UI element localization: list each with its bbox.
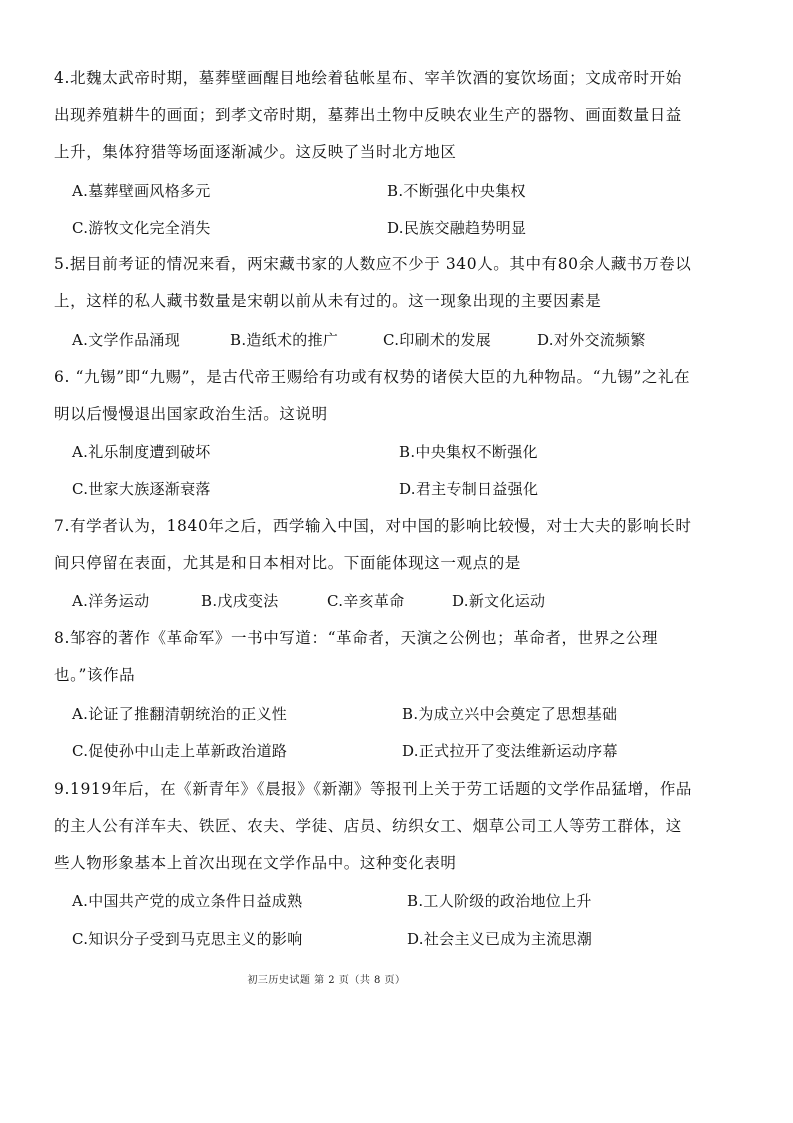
question-5-option-c: C.印刷术的发展 [383, 331, 492, 349]
question-8-option-c: C.促使孙中山走上革新政治道路 [72, 742, 288, 760]
question-6-stem: 6. “九锡”即“九赐”，是古代帝王赐给有功或有权势的诸侯大臣的九种物品。“九锡”之礼在明以后慢慢退出国家政治生活。这说明 [54, 368, 691, 423]
question-6-option-c: C.世家大族逐渐衰落 [72, 480, 211, 498]
question-7-option-c: C.辛亥革命 [327, 592, 405, 610]
question-5-stem: 5.据目前考证的情况来看，两宋藏书家的人数应不少于 340人。其中有80余人藏书万卷以上，这样的私人藏书数量是宋朝以前从未有过的。这一现象出现的主要因素是 [54, 255, 692, 310]
question-9-option-b: B.工人阶级的政治地位上升 [407, 892, 592, 910]
question-4-option-b: B.不断强化中央集权 [387, 182, 526, 200]
question-8-option-a: A.论证了推翻清朝统治的正义性 [72, 705, 288, 723]
question-4-stem: 4.北魏太武帝时期，墓葬壁画醒目地绘着毡帐星布、宰羊饮酒的宴饮场面；文成帝时开始出现养殖耕牛的画面；到孝文帝时期，墓葬出土物中反映农业生产的器物、画面数量日益上升，集体狩猎等场面逐渐减少。这反映了当时北方地区 [54, 69, 682, 161]
question-7-option-d: D.新文化运动 [452, 592, 546, 610]
question-5-option-b: B.造纸术的推广 [230, 331, 339, 349]
question-6-option-d: D.君主专制日益强化 [399, 480, 539, 498]
question-7-stem: 7.有学者认为，1840年之后，西学输入中国，对中国的影响比较慢，对士大夫的影响长时间只停留在表面，尤其是和日本相对比。下面能体现这一观点的是 [54, 517, 692, 572]
question-4-option-c: C.游牧文化完全消失 [72, 219, 211, 237]
question-6-option-a: A.礼乐制度遭到破坏 [72, 443, 211, 461]
question-5-option-a: A.文学作品涌现 [72, 331, 181, 349]
question-8-option-d: D.正式拉开了变法维新运动序幕 [402, 742, 618, 760]
question-7-option-a: A.洋务运动 [72, 592, 150, 610]
question-5-option-d: D.对外交流频繁 [537, 331, 646, 349]
question-8-option-b: B.为成立兴中会奠定了思想基础 [402, 705, 618, 723]
question-9-option-c: C.知识分子受到马克思主义的影响 [72, 930, 303, 948]
question-9-stem: 9.1919年后，在《新青年》《晨报》《新潮》等报刊上关于劳工话题的文学作品猛增，作品的主人公有洋车夫、铁匠、农夫、学徒、店员、纺织女工、烟草公司工人等劳工群体，这些人物形象基本上首次出现在文学作品中。这种变化表明 [54, 780, 693, 872]
question-9-option-d: D.社会主义已成为主流思潮 [407, 930, 593, 948]
page-footer: 初三历史试题 第 2 页（共 8 页） [247, 975, 406, 986]
question-6-option-b: B.中央集权不断强化 [399, 443, 538, 461]
question-8-stem: 8.邹容的著作《革命军》一书中写道：“革命者，天演之公例也；革命者，世界之公理也。”该作品 [54, 629, 659, 684]
question-9-option-a: A.中国共产党的成立条件日益成熟 [72, 892, 303, 910]
question-7-option-b: B.戊戌变法 [201, 592, 279, 610]
question-4-option-a: A.墓葬壁画风格多元 [72, 182, 211, 200]
question-4-option-d: D.民族交融趋势明显 [387, 219, 527, 237]
